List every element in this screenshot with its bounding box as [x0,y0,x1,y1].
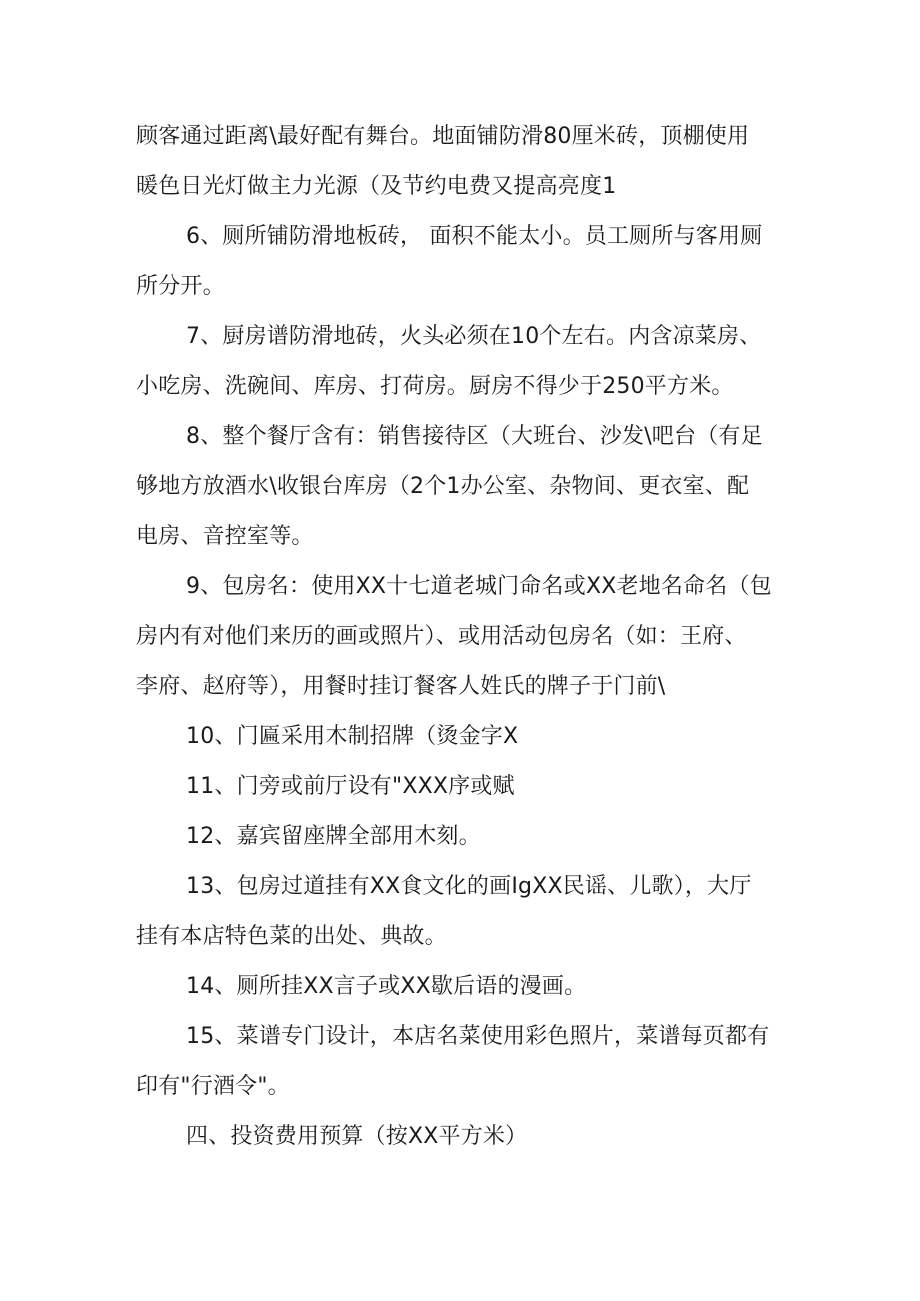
text-line: 10、门匾采用木制招牌（烫金字X [186,724,519,749]
text-line: 8、整个餐厅含有：销售接待区（大班台、沙发\吧台（有足 [186,424,763,449]
text-line: 挂有本店特色菜的出处、典故。 [136,924,447,949]
text-line: 李府、赵府等），用餐时挂订餐客人姓氏的牌子于门前\ [136,674,666,699]
text-line: 电房、音控室等。 [136,524,314,549]
text-line: 7、厨房谱防滑地砖，火头必须在10个左右。内含凉菜房、 [186,324,762,349]
section-heading: 四、投资费用预算（按XX平方米） [186,1124,528,1149]
text-line: 15、菜谱专门设计，本店名菜使用彩色照片，菜谱每页都有 [186,1024,770,1049]
text-line: 暖色日光灯做主力光源（及节约电费又提高亮度1 [136,174,617,199]
text-line: 9、包房名：使用XX十七道老城门命名或XX老地名命名（包 [186,574,772,599]
text-line: 11、门旁或前厅设有"XXX序或赋 [186,774,515,799]
text-line: 14、厕所挂XX言子或XX歇后语的漫画。 [186,974,587,999]
text-line: 12、嘉宾留座牌全部用木刻。 [186,824,481,849]
text-line: 顾客通过距离\最好配有舞台。地面铺防滑80厘米砖，顶棚使用 [136,124,750,149]
text-line: 印有"行酒令"。 [136,1074,290,1099]
text-line: 13、包房过道挂有XX食文化的画IgXX民谣、儿歌），大厅 [186,874,752,899]
text-line: 房内有对他们来历的画或照片）、或用活动包房名（如：王府、 [136,624,747,649]
text-line: 小吃房、洗碗间、库房、打荷房。厨房不得少于250平方米。 [136,374,734,399]
text-line: 所分开。 [136,274,225,299]
text-line: 6、厕所铺防滑地板砖， 面积不能太小。员工厕所与客用厕 [186,224,763,249]
text-line: 够地方放酒水\收银台库房（2个1办公室、杂物间、更衣室、配 [136,474,750,499]
